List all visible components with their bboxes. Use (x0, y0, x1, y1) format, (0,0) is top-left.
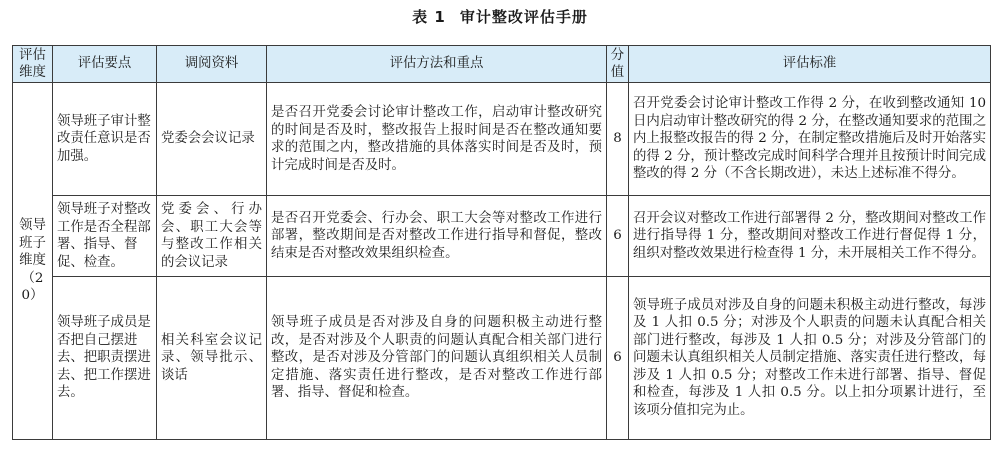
key-point-cell: 领导班子审计整改责任意识是否加强。 (53, 83, 157, 196)
standard-cell: 召开会议对整改工作进行部署得 2 分，整改期间对整改工作进行指导得 1 分，整改期间对整改工作进行督促得 1 分，组织对整改效果进行检查得 1 分，未开展相关工作不得分。 (629, 196, 991, 277)
materials-cell: 党委会会议记录 (157, 83, 267, 196)
key-point-cell: 领导班子成员是否把自己摆进去、把职责摆进去、把工作摆进去。 (53, 277, 157, 440)
method-cell: 是否召开党委会、行办会、职工大会等对整改工作进行部署，整改期间是否对整改工作进行指导和督促，整改结束是否对整改效果组织检查。 (267, 196, 607, 277)
header-key-point: 评估要点 (53, 46, 157, 83)
table-row (13, 196, 991, 277)
materials-cell: 相关科室会议记录、领导批示、谈话 (157, 277, 267, 440)
table-row (13, 277, 991, 440)
header-method: 评估方法和重点 (267, 46, 607, 83)
key-point-cell: 领导班子对整改工作是否全程部署、指导、督促、检查。 (53, 196, 157, 277)
score-cell: 8 (607, 83, 629, 196)
audit-rectification-table (12, 45, 991, 440)
method-cell: 领导班子成员是否对涉及自身的问题积极主动进行整改，是否对涉及个人职责的问题认真配合相关部门进行整改，是否对涉及分管部门的问题认真组织相关人员制定措施、落实责任进行整改，是否对整改工作进行部署、指导、督促和检查。 (267, 277, 607, 440)
dimension-name: 领导班子维度 (19, 218, 46, 269)
table-title (0, 0, 1000, 34)
dimension-score: （20） (21, 270, 44, 304)
header-materials: 调阅资料 (157, 46, 267, 83)
header-dimension: 评估维度 (13, 46, 53, 83)
header-row (13, 46, 991, 83)
header-standard: 评估标准 (629, 46, 991, 83)
standard-cell: 召开党委会讨论审计整改工作得 2 分，在收到整改通知 10 日内启动审计整改研究的得 2 分，在整改通知要求的范围之内上报整改报告的得 2 分，在制定整改措施后及时开始落实的得 2 分，预计整改完成时间科学合理并且按预计时间完成整改的得 2 分（不含长期改进），未达上述标准不得分。 (629, 83, 991, 196)
header-score: 分值 (607, 46, 629, 83)
score-cell: 6 (607, 277, 629, 440)
table-title-text: 审计整改评估手册 (459, 8, 588, 26)
dimension-cell (13, 83, 53, 440)
table-number: 表 1 (412, 8, 446, 26)
materials-cell: 党委会、行办会、职工大会等与整改工作相关的会议记录 (157, 196, 267, 277)
score-cell: 6 (607, 196, 629, 277)
table-row (13, 83, 991, 196)
method-cell: 是否召开党委会讨论审计整改工作，启动审计整改研究的时间是否及时，整改报告上报时间是否在整改通知要求的范围之内，整改措施的具体落实时间是否及时，预计完成时间是否及时。 (267, 83, 607, 196)
standard-cell: 领导班子成员对涉及自身的问题未积极主动进行整改，每涉及 1 人扣 0.5 分；对涉及个人职责的问题未认真配合相关部门进行整改，每涉及 1 人扣 0.5 分；对涉及分管部门的问题未认真组织相关人员制定措施、落实责任进行整改，每涉及 1 人扣 0.5 分；对整改工作未进行部署、指导、督促和检查，每涉及 1 人扣 0.5 分。以上扣分项累计进行，至该项分值扣完为止。 (629, 277, 991, 440)
